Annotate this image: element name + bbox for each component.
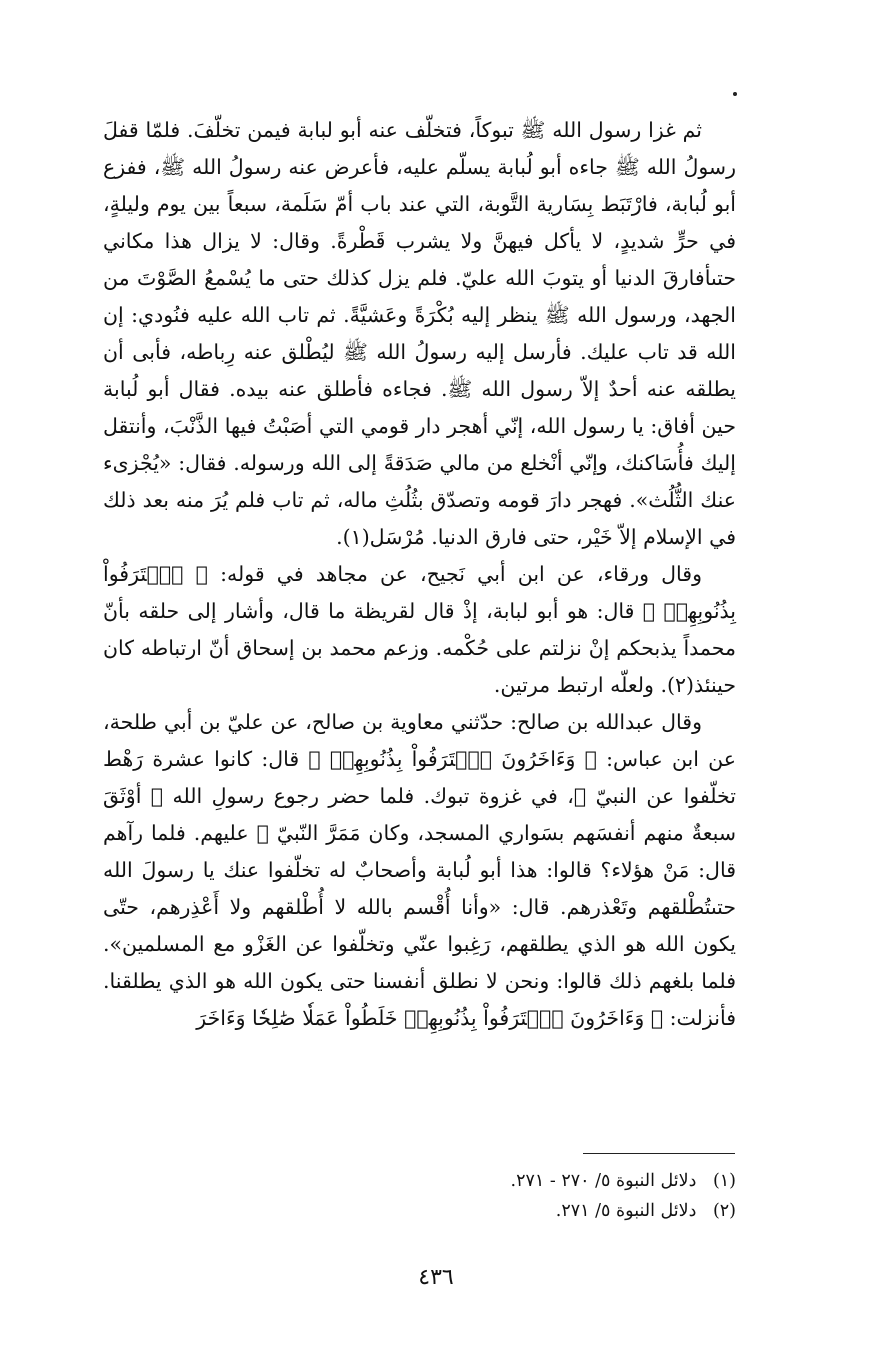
footnote-text: دلائل النبوة ٥/ ٢٧٠ - ٢٧١.	[510, 1171, 697, 1191]
footnote-2	[300, 1196, 736, 1226]
ink-dot	[733, 92, 737, 96]
footnote-text: دلائل النبوة ٥/ ٢٧١.	[555, 1201, 697, 1221]
page-number: ٤٣٦	[418, 1265, 454, 1290]
footnote-separator	[583, 1153, 735, 1154]
footnote-number: (١)	[712, 1171, 736, 1191]
footnote-number: (٢)	[712, 1201, 736, 1221]
paragraph-3: وقال عبدالله بن صالح: حدّثني معاوية بن صالح، عن عليّ بن أبي طلحة، عن ابن عباس: ﴿ وَءَاخَرُونَ ٱعۡتَرَفُواْ بِذُنُوبِهِمۡ ﴾ قال: كانوا عشرة رَهْط تخلّفوا عن النبيّ ﷺ، في غزوة تبوك. فلما حضر رجوع رسولِ الله ﷺ أوْثَقَ سبعةٌ منهم أنفسَهم بسَواري المسجد، وكان مَمَرَّ النّبيّ ﷺ عليهم. فلما رآهم قال: مَنْ هؤلاء؟ قالوا: هذا أبو لُبابة وأصحابٌ له تخلّفوا عنك يا رسولَ الله حتىتُطْلقهم وتَعْذرهم. قال: «وأنا أُقْسم بالله لا أُطْلقهم ولا أَعْذِرهم، حتّى يكون الله هو الذي يطلقهم، رَغِبوا عنّي وتخلّفوا عن الغَزْو مع المسلمين». فلما بلغهم ذلك قالوا: ونحن لا نطلق أنفسنا حتى يكون الله هو الذي يطلقنا. فأنزلت: ﴿ وَءَاخَرُونَ ٱعۡتَرَفُواْ بِذُنُوبِهِمۡ خَلَطُواْ عَمَلٗا صَٰلِحٗا وَءَاخَرَ	[103, 710, 736, 1030]
footnote-1	[300, 1166, 736, 1196]
paragraph-1: ثم غزا رسول الله ﷺ تبوكاً، فتخلّف عنه أبو لبابة فيمن تخلّفَ. فلمّا قفلَ رسولُ الله ﷺ جاءه أبو لُبابة يسلّم عليه، فأعرض عنه رسولُ الله ﷺ، ففزع أبو لُبابة، فارْتَبَط بِسَارية التَّوبة، التي عند باب أمّ سَلَمة، سبعاً بين يوم وليلةٍ، في حرٍّ شديدٍ، لا يأكل فيهنَّ ولا يشرب قَطْرةً. وقال: لا يزال هذا مكاني حتىأفارقَ الدنيا أو يتوبَ الله عليّ. فلم يزل كذلك حتى ما يُسْمعُ الصَّوْتَ من الجهد، ورسول الله ﷺ ينظر إليه بُكْرَةً وعَشيَّةً. ثم تاب الله عليه فنُودي: إن الله قد تاب عليك. فأرسل إليه رسولُ الله ﷺ ليُطْلق عنه رِباطه، فأبى أن يطلقه عنه أحدٌ إلاّ رسول الله ﷺ. فجاءه فأطلق عنه بيده. فقال أبو لُبابة حين أفاق: يا رسول الله، إنّي أهجر دار قومي التي أصَبْتُ فيها الذَّنْبَ، وأنتقل إليك فأُسَاكنك، وإنّي أنْخلع من مالي صَدَقةً إلى الله ورسوله. فقال: «يُجْزىء عنك الثُّلُث». فهجر دارَ قومه وتصدّق بثُلُثِ ماله، ثم تاب فلم يُرَ منه بعد ذلك في الإسلام إلاّ خَيْر، حتى فارق الدنيا. مُرْسَل(١).	[103, 118, 737, 549]
main-text	[103, 112, 736, 1037]
footnotes	[300, 1166, 736, 1226]
paragraph-2: وقال ورقاء، عن ابن أبي نَجيح، عن مجاهد في قوله: ﴿ ٱعۡتَرَفُواْ بِذُنُوبِهِمۡ ﴾ قال: هو أبو لبابة، إذْ قال لقريظة ما قال، وأشار إلى حلقه بأنّ محمداً يذبحكم إنْ نزلتم على حُكْمه. وزعم محمد بن إسحاق أنّ ارتباطه كان حينئذ(٢). ولعلّه ارتبط مرتين.	[103, 562, 736, 697]
